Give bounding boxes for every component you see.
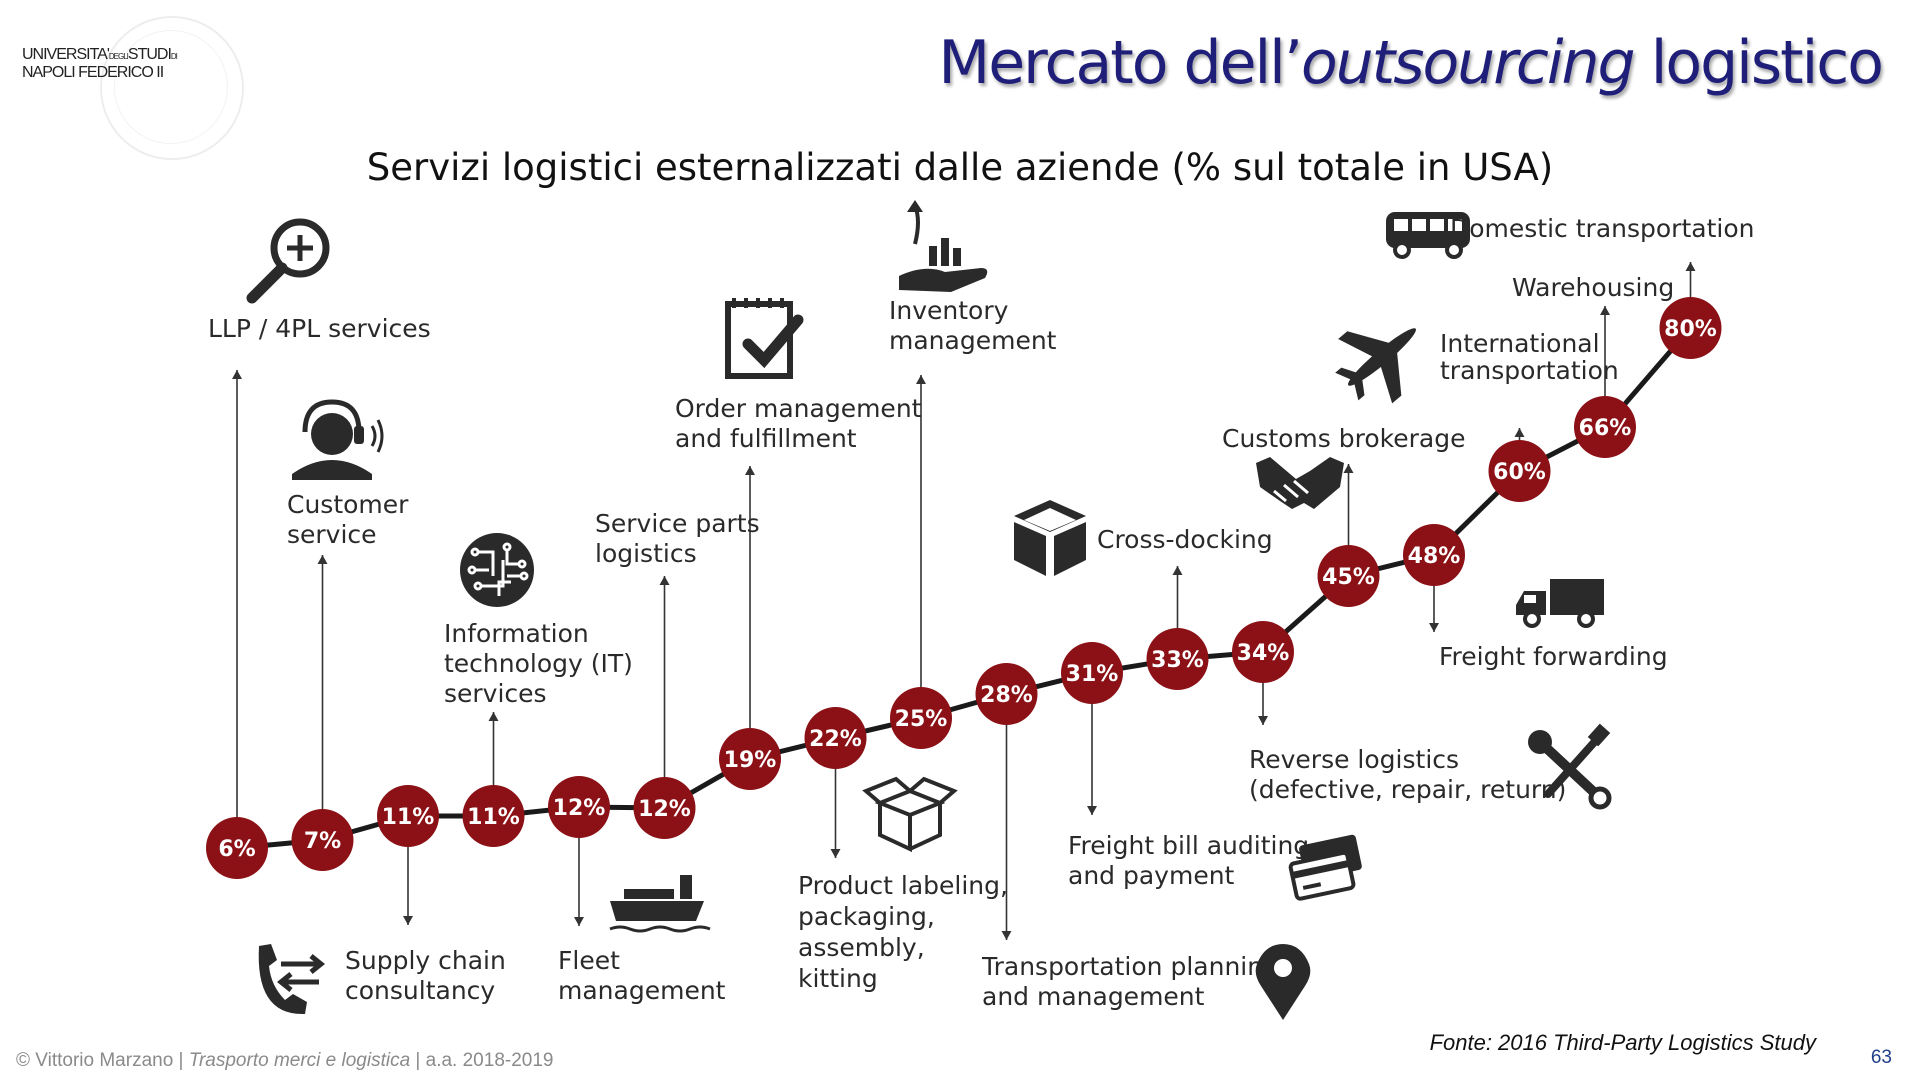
data-point-label: 12% [638, 797, 691, 822]
data-point-label: 48% [1407, 544, 1461, 569]
map-pin-icon [1256, 944, 1311, 1020]
label-information-technology: Information technology (IT) services [444, 619, 633, 708]
data-point-label: 11% [467, 805, 520, 830]
label-transportation-planning: Transportation plannin and management [982, 952, 1264, 1011]
box-icon [1014, 500, 1086, 576]
data-source: Fonte: 2016 Third-Party Logistics Study [1429, 1030, 1816, 1055]
connector-arrowhead [660, 576, 670, 585]
page-number: 63 [1870, 1047, 1892, 1068]
connector-arrowhead [1515, 428, 1525, 437]
connector-arrowhead [574, 917, 584, 926]
data-point-label: 28% [980, 683, 1033, 708]
label-freight-bill-auditing: Freight bill auditing and payment [1068, 831, 1310, 890]
logo-line-2: NAPOLI FEDERICO II [22, 64, 164, 81]
hand-growth-chart-icon [899, 200, 987, 292]
clipboard-check-icon [728, 298, 798, 376]
truck-icon [1516, 579, 1604, 626]
connector-arrowhead [1258, 716, 1268, 725]
slide-title: Mercato dell’outsourcing logistico [938, 28, 1882, 98]
data-point-label: 66% [1578, 416, 1632, 441]
ship-icon [610, 875, 710, 931]
open-box-icon [866, 779, 954, 849]
data-point-label: 6% [218, 837, 256, 862]
data-point-label: 60% [1493, 460, 1546, 485]
label-inventory-management: Inventory management [889, 296, 1057, 355]
handshake-icon [1256, 457, 1344, 509]
logo-line-1: UNIVERSITA'DEGLISTUDIDI [22, 46, 177, 63]
connector-arrowhead [1344, 464, 1354, 473]
connector-arrowhead [831, 849, 841, 858]
data-point-label: 34% [1236, 641, 1290, 666]
connector-arrowhead [489, 712, 499, 721]
connector-arrowhead [916, 375, 926, 384]
connector-arrowhead [1087, 806, 1097, 815]
data-point-label: 12% [552, 796, 606, 821]
label-cross-docking: Cross-docking [1097, 525, 1273, 554]
label-service-parts-logistics: Service parts logistics [595, 509, 760, 568]
connector-arrowhead [232, 370, 242, 379]
label-customer-service: Customer service [287, 490, 409, 549]
label-fleet-management: Fleet management [558, 946, 726, 1005]
chart-title: Servizi logistici esternalizzati dalle aziende (% sul totale in USA) [366, 146, 1554, 189]
connector-arrowhead [1173, 566, 1183, 575]
label-domestic-transportation: Domestic transportation [1450, 214, 1755, 243]
data-point-label: 45% [1322, 565, 1375, 590]
label-reverse-logistics: Reverse logistics (defective, repair, return) [1249, 745, 1567, 804]
connector-arrowhead [1429, 623, 1439, 632]
data-point-label: 11% [381, 805, 435, 830]
data-point-label: 7% [303, 829, 342, 854]
data-point-label: 22% [809, 727, 862, 752]
phone-arrows-icon [259, 944, 321, 1014]
label-customs-brokerage: Customs brokerage [1222, 424, 1466, 453]
data-point-label: 33% [1151, 648, 1204, 673]
label-product-labeling: Product labeling, packaging, assembly, kitting [798, 871, 1008, 993]
label-international-transportation: International transportation [1440, 329, 1619, 385]
connector-arrowhead [1600, 306, 1610, 315]
connector-arrowhead [403, 916, 413, 925]
data-point-label: 25% [894, 707, 948, 732]
data-point-label: 19% [723, 748, 777, 773]
connector-arrowhead [1686, 262, 1696, 271]
label-supply-chain-consultancy: Supply chain consultancy [345, 946, 506, 1005]
connector-arrowhead [318, 555, 328, 564]
data-point-label: 80% [1664, 317, 1717, 342]
label-freight-forwarding: Freight forwarding [1439, 642, 1668, 671]
slide-footer: © Vittorio Marzano | Trasporto merci e logistica | a.a. 2018-2019 [16, 1050, 554, 1071]
label-order-management: Order management and fulfillment [675, 394, 922, 453]
data-point-label: 31% [1065, 662, 1119, 687]
airplane-icon [1320, 297, 1443, 419]
circuit-head-icon [460, 533, 534, 607]
label-llp-4pl-services: LLP / 4PL services [208, 314, 431, 343]
magnifier-plus-icon [252, 222, 326, 298]
connector-arrowhead [745, 466, 755, 475]
label-warehousing: Warehousing [1512, 273, 1675, 302]
headset-agent-icon [292, 402, 382, 480]
